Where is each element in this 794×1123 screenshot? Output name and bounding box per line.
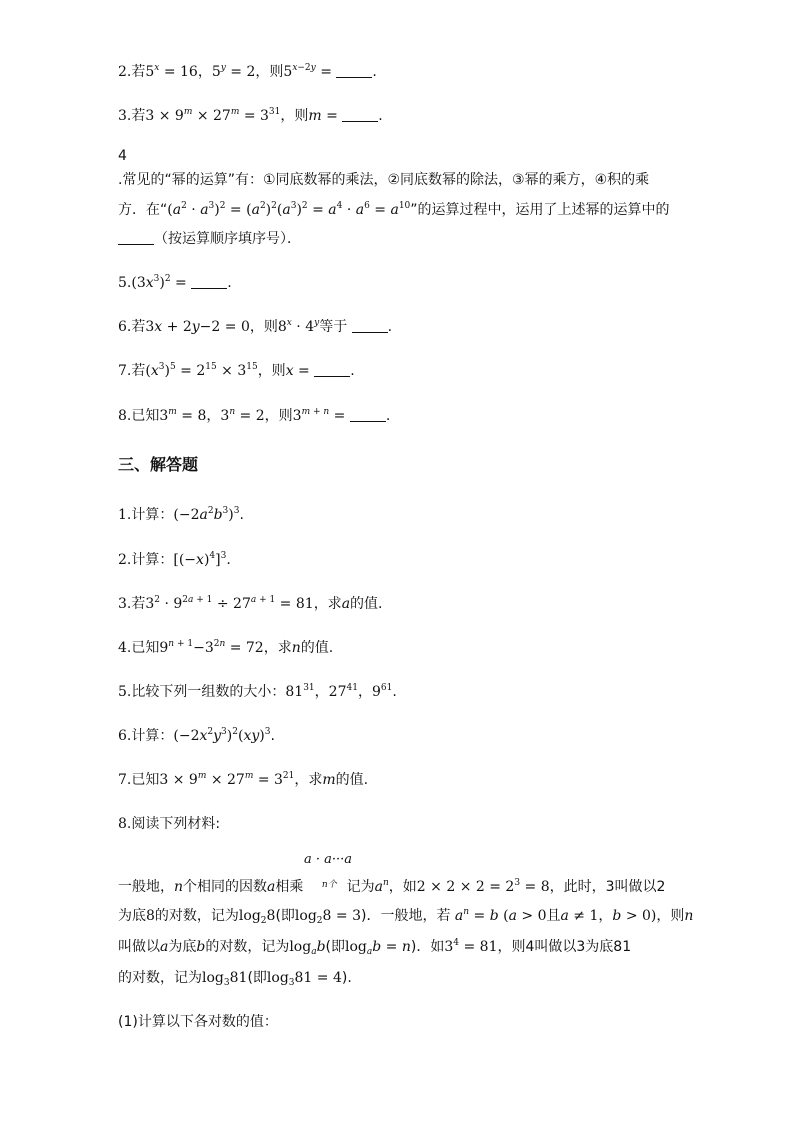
- material-line-1: 一般地，n个相同的因数a相乘 $^{n个}$ 记为$a^n$，如$2 \times 2 \times 2 = 2^3 = 8$，此时，3叫做以2: [118, 878, 666, 895]
- fill-question-8: 8.已知$3^m = 8$，$3^n = 2$，则$3^{m + n}$ = .: [118, 407, 391, 424]
- product-overbrace: a · a···a: [304, 852, 353, 867]
- answer-blank[interactable]: [336, 63, 372, 78]
- fill-question-2: 2.若$5^x = 16$，$5^y = 2$，则$5^{x-2y}$ = .: [118, 63, 377, 80]
- fill-question-3: 3.若$3 \times 9^m \times 27^m = 3^{31}$，则m = .: [118, 107, 383, 124]
- fill-question-4-number: 4: [118, 148, 127, 164]
- fill-question-4-expression: 方．在“$(a^2 \cdot a^3)^2 = (a^2)^2(a^3)^2 = a^4 \cdot a^6 = a^{10}$”的运算过程中，运用了上述幂的运算中的: [118, 201, 670, 218]
- sub-question-1: (1)计算以下各对数的值：: [118, 1014, 278, 1030]
- answer-blank[interactable]: [342, 107, 378, 122]
- answer-question-7: 7.已知$3 \times 9^m \times 27^m = 3^{21}$，求m的值.: [118, 771, 369, 788]
- fill-question-7: 7.若$(x^3)^5 = 2^{15} \times 3^{15}$，则x = .: [118, 362, 355, 379]
- answer-question-5: 5.比较下列一组数的大小：$81^{31}$，$27^{41}$，$9^{61}$.: [118, 683, 397, 700]
- answer-question-6: 6.计算：$(-2x^2y^3)^2(xy)^3$.: [118, 727, 275, 744]
- fill-question-5: $5.(3x^3)^2$ = .: [118, 274, 232, 291]
- answer-blank[interactable]: [352, 318, 388, 333]
- material-line-3: 叫做以a为底b的对数，记为$\log_ab$(即$\log_ab = n$)．如$3^4 = 81$，则4叫做以3为底81: [118, 938, 632, 957]
- material-line-2: 为底8的对数，记为$\log_28$(即$\log_28 = 3$)．一般地，若 $a^n = b$ (a > 0且a ≠ 1，b > 0)，则n: [118, 907, 694, 926]
- answer-question-4: 4.已知$9^{n + 1}-3^{2n} = 72$，求n的值.: [118, 639, 334, 656]
- answer-question-8: 8.阅读下列材料:: [118, 816, 221, 832]
- answer-blank[interactable]: [118, 230, 154, 245]
- fill-question-6: 6.若3x + 2y−2 = 0，则$8^x \cdot 4^y$等于 .: [118, 318, 393, 335]
- answer-blank[interactable]: [314, 362, 350, 377]
- answer-question-3: 3.若$3^2 \cdot 9^{2a + 1} \div 27^{a + 1} = 81$，求a的值.: [118, 595, 383, 612]
- answer-question-2: 2.计算：$[(-x)^4]^3$.: [118, 551, 231, 568]
- fill-question-4-intro: .常见的“幂的运算”有：①同底数幂的乘法，②同底数幂的除法，③幂的乘方，④积的乘: [118, 172, 650, 188]
- answer-blank[interactable]: [350, 407, 386, 422]
- section-heading: 三、解答题: [118, 455, 199, 474]
- answer-blank[interactable]: [191, 274, 227, 289]
- material-line-4: 的对数，记为$\log_381$(即$\log_381 = 4$).: [118, 970, 352, 988]
- answer-question-1: 1.计算：$(-2a^2b^3)^3$.: [118, 506, 244, 523]
- fill-question-4-blank-line: （按运算顺序填序号）．: [118, 229, 301, 249]
